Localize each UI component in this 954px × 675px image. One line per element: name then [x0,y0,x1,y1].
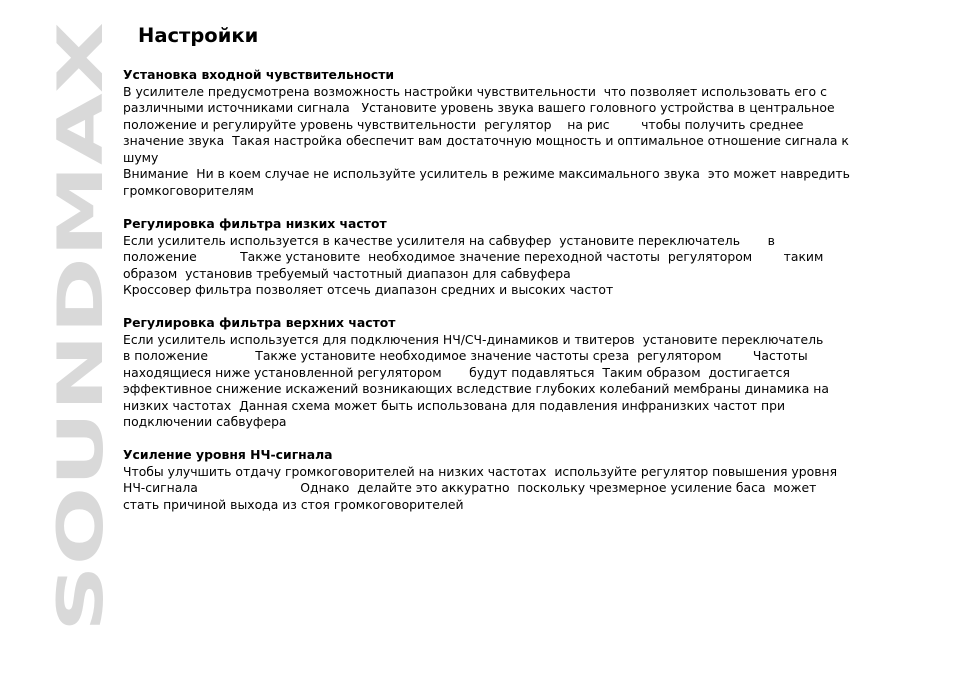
paragraph-line: низких частотах Данная схема может быть использована для подавления инфранизких частот при [123,397,785,413]
paragraph-line: Чтобы улучшить отдачу громкоговорителей на низких частотах используйте регулятор повышения уровня [123,463,838,479]
section-low-pass-filter [123,216,923,299]
paragraph-line: Если усилитель используется в качестве усилителя на сабвуфер установите переключатель в [123,232,775,248]
section-heading: Регулировка фильтра верхних частот [123,315,396,330]
paragraph-line: положение Также установите необходимое значение переходной частоты регулятором таким [123,249,824,264]
paragraph-line: Кроссовер фильтра позволяет отсечь диапазон средних и высоких частот [123,282,614,297]
paragraph-line: эффективное снижение искажений возникающих вследствие глубоких колебаний мембраны динамика на [123,381,829,396]
page-title: Настройки [138,24,259,47]
paragraph-line: различными источниками сигнала Установите уровень звука вашего головного устройства в центральное [123,100,835,115]
paragraph-line: стать причиной выхода из стоя громкоговорителей [123,496,464,512]
paragraph-line: значение звука Такая настройка обеспечит вам достаточную мощность и оптимальное отношение сигнала к [123,133,849,148]
warning-line: Внимание Ни в коем случае не используйте усилитель в режиме максимального звука это может навредить [123,166,850,181]
section-heading: Усиление уровня НЧ-сигнала [123,447,333,462]
paragraph-line: Если усилитель используется для подключения НЧ/СЧ-динамиков и твитеров установите переключатель [123,331,824,347]
paragraph-line: шуму [123,149,159,165]
soundmax-logo [44,20,117,632]
paragraph-line: В усилителе предусмотрена возможность настройки чувствительности что позволяет использовать его с [123,83,827,99]
section-bass-boost [123,447,923,513]
paragraph-line: находящиеся ниже установленной регулятором будут подавляться Таким образом достигается [123,364,790,380]
paragraph-line: образом установив требуемый частотный диапазон для сабвуфера [123,265,571,281]
brand-logo-vertical [44,20,117,632]
section-input-sensitivity [123,67,923,199]
section-high-pass-filter [123,315,923,431]
paragraph-line: НЧ-сигнала Однако делайте это аккуратно поскольку чрезмерное усиление баса может [123,480,817,495]
paragraph-line: в положение Также установите необходимое значение частоты среза регулятором Частоты [123,348,808,363]
paragraph-line: подключении сабвуфера [123,414,287,429]
paragraph-line: положение и регулируйте уровень чувствительности регулятор на рис чтобы получить среднее [123,116,804,132]
section-heading: Установка входной чувствительности [123,67,395,82]
warning-line: громкоговорителям [123,182,254,198]
soundmax-logo-text: SOUNDMAX [44,223,117,632]
section-heading: Регулировка фильтра низких частот [123,216,387,231]
